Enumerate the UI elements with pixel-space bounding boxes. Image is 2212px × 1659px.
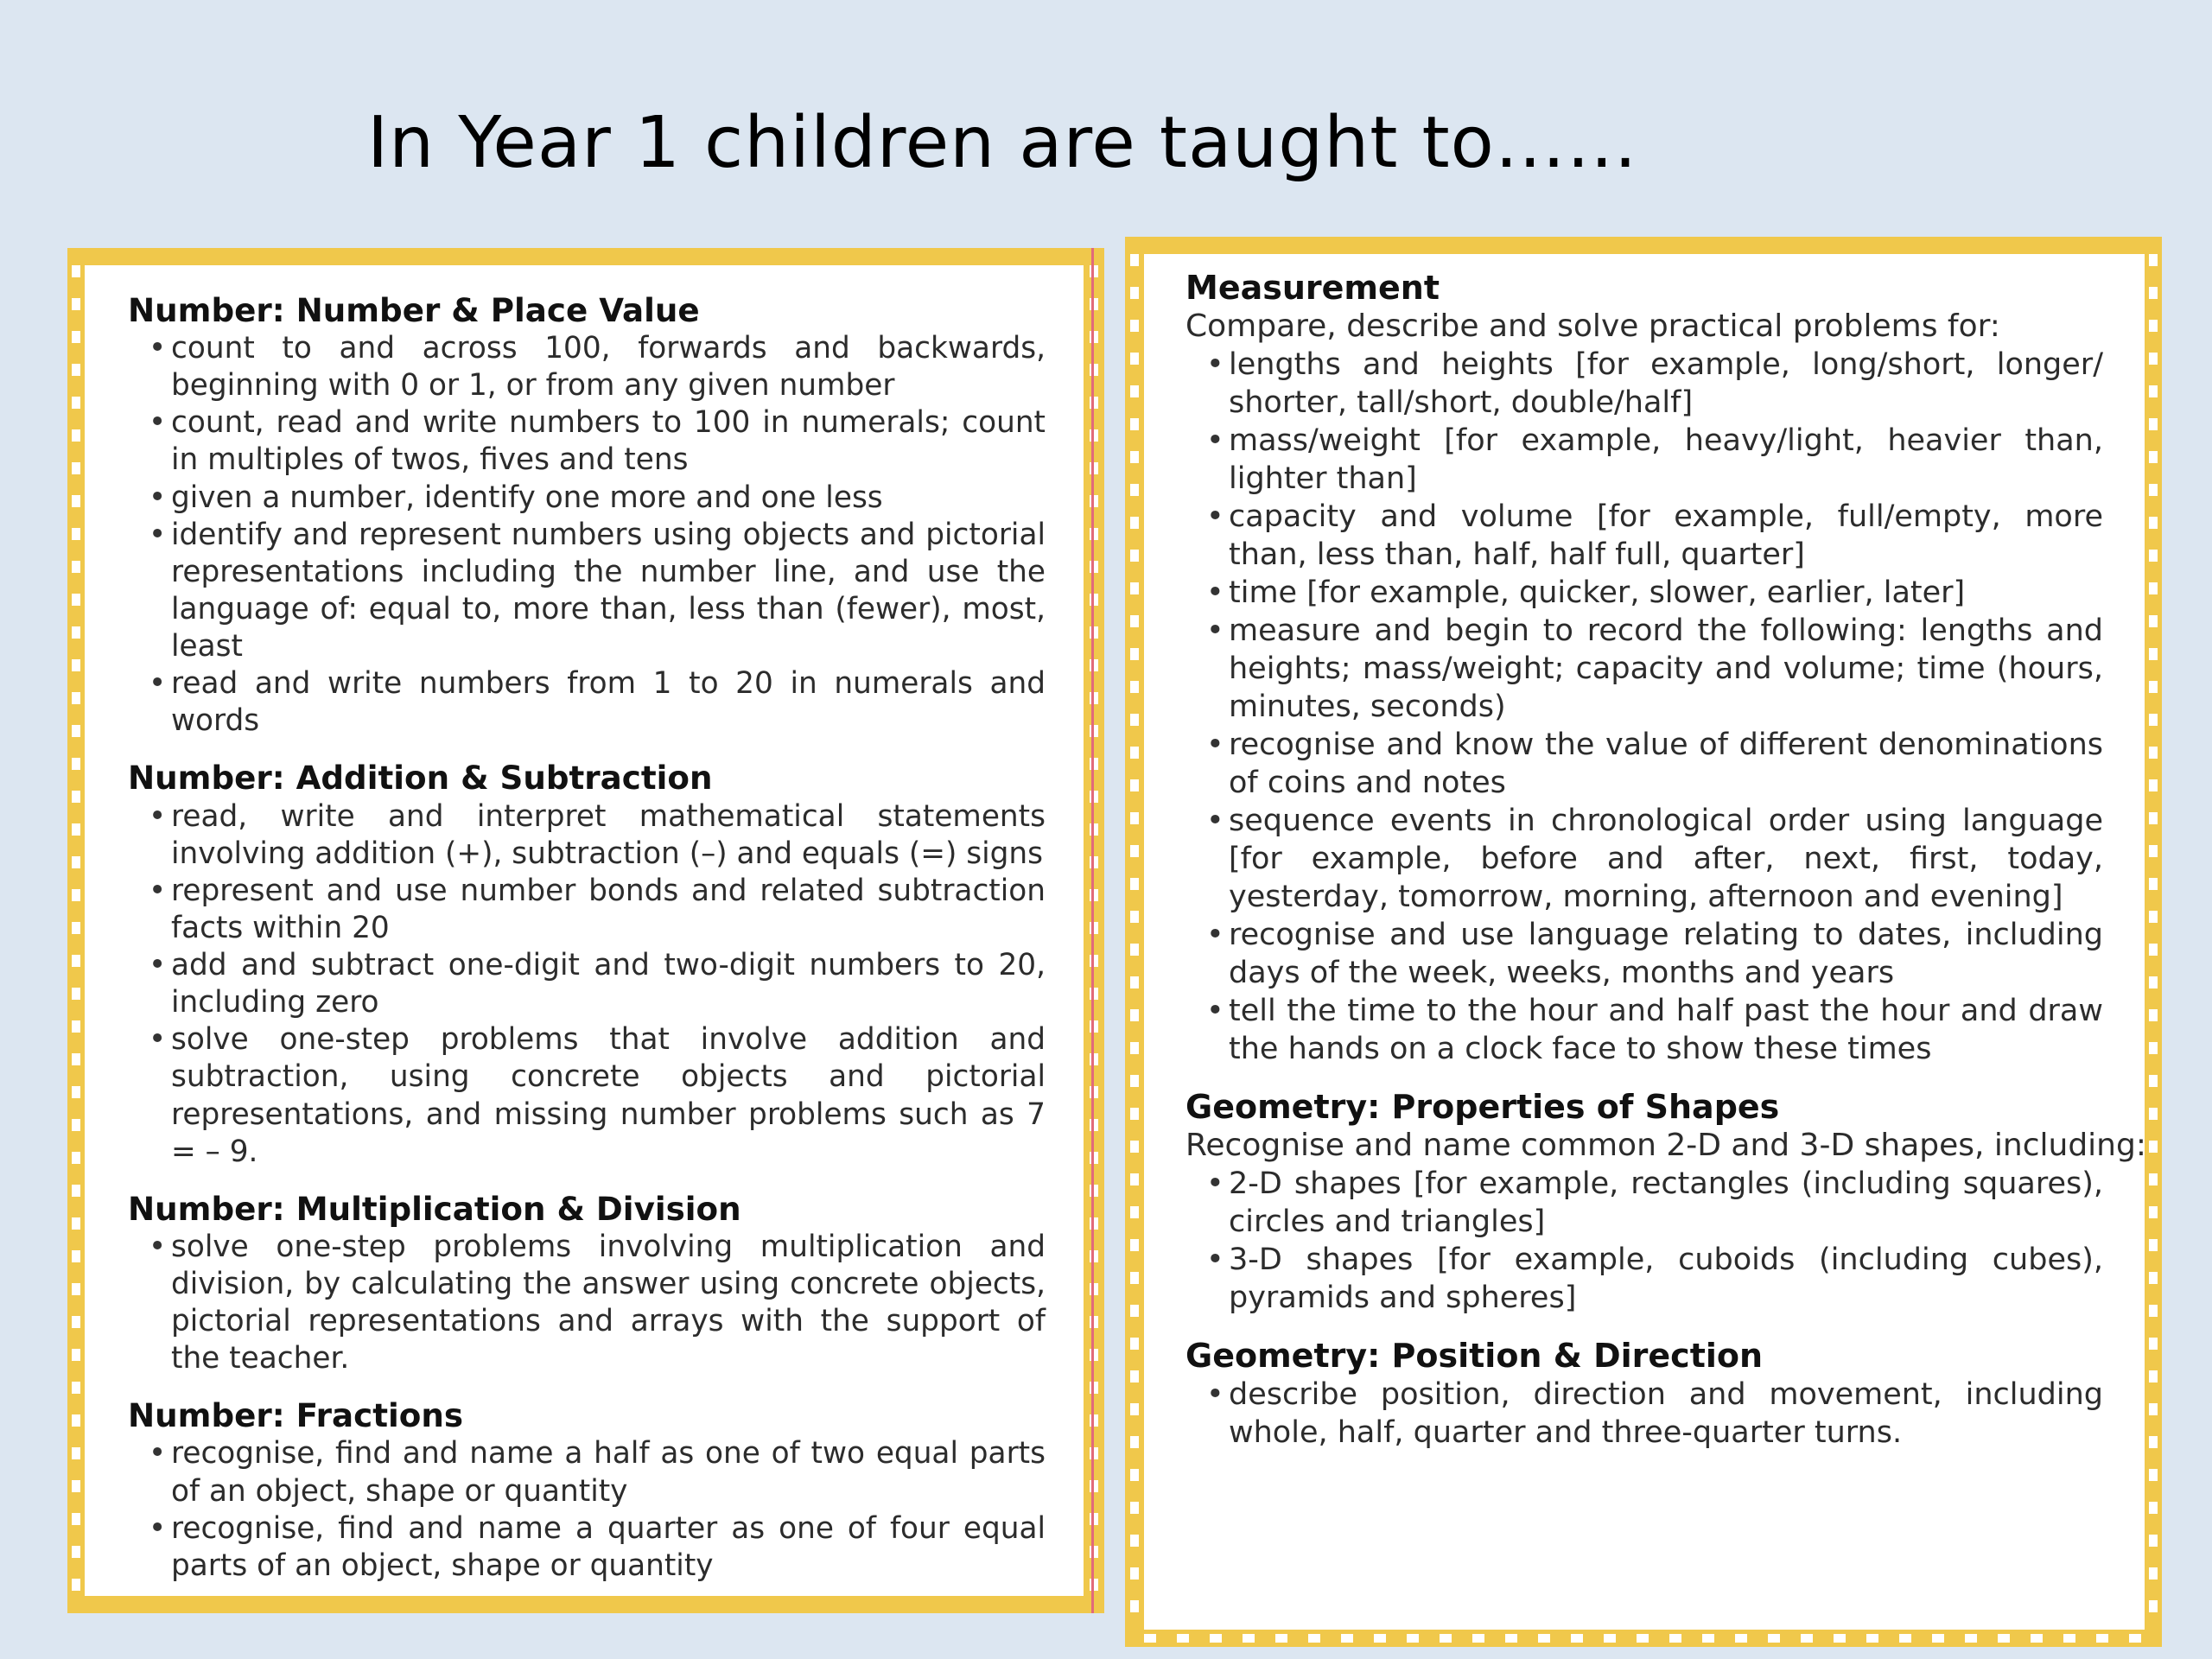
list-item: • describe position, direction and movement, including whole, half, quarter and three-quarter turns. [1185,1376,2103,1452]
page-title: In Year 1 children are taught to…… [367,102,1638,184]
curriculum-section [128,1396,1046,1585]
curriculum-section [128,291,1046,740]
right-curriculum-card [1125,237,2162,1647]
section-heading: Number: Number & Place Value [128,291,700,329]
card-border-dashes [72,265,80,1596]
section-intro: Recognise and name common 2-D and 3-D shapes, including: [1185,1128,2146,1163]
bullet-list [1185,1376,2103,1452]
bullet-list [128,1435,1046,1585]
curriculum-section [1185,1087,2146,1317]
list-item: • tell the time to the hour and half past the hour and draw the hands on a clock face to show these times [1185,992,2103,1068]
list-item: • solve one-step problems involving multiplication and division, by calculating the answer using concrete objects, pictorial representations and arrays with the support of the teacher. [128,1229,1046,1378]
card-border-dashes [1090,265,1098,1596]
bullet-list [128,798,1046,1171]
list-item: • represent and use number bonds and related subtraction facts within 20 [128,873,1046,947]
list-item: • count to and across 100, forwards and backwards, beginning with 0 or 1, or from any given number [128,330,1046,404]
section-heading: Number: Multiplication & Division [128,1189,741,1228]
right-card-body [1185,268,2146,1452]
list-item: • add and subtract one-digit and two-digit numbers to 20, including zero [128,947,1046,1021]
curriculum-section [128,1190,1046,1378]
section-heading: Measurement [1185,269,1440,307]
list-item: • mass/weight [for example, heavy/light, heavier than, lighter than] [1185,422,2103,498]
left-card-body [128,291,1046,1585]
bullet-list [128,1229,1046,1378]
list-item: • recognise, find and name a quarter as one of four equal parts of an object, shape or quantity [128,1510,1046,1585]
list-item: • read and write numbers from 1 to 20 in numerals and words [128,665,1046,740]
list-item: • 2-D shapes [for example, rectangles (including squares), circles and triangles] [1185,1165,2103,1241]
section-heading: Number: Fractions [128,1396,464,1435]
left-curriculum-card [67,248,1104,1613]
list-item: • recognise and use language relating to dates, including days of the week, weeks, months and years [1185,916,2103,992]
list-item: • read, write and interpret mathematical statements involving addition (+), subtraction (–) and equals (=) signs [128,798,1046,873]
section-intro: Compare, describe and solve practical problems for: [1185,308,2000,344]
list-item: • measure and begin to record the following: lengths and heights; mass/weight; capacity and volume; time (hours, minutes, seconds) [1185,612,2103,726]
list-item: • 3-D shapes [for example, cuboids (including cubes), pyramids and spheres] [1185,1241,2103,1317]
card-border-dashes [1144,1634,2145,1643]
card-border-dashes [2149,254,2158,1630]
section-heading: Geometry: Properties of Shapes [1185,1088,1780,1126]
curriculum-section [1185,1336,2103,1452]
list-item: • sequence events in chronological order using language [for example, before and after, next, first, today, yesterday, tomorrow, morning, afternoon and evening] [1185,802,2103,916]
curriculum-section [1185,268,2103,1068]
list-item: • recognise and know the value of different denominations of coins and notes [1185,726,2103,802]
section-heading: Number: Addition & Subtraction [128,759,713,798]
list-item: • recognise, find and name a half as one of two equal parts of an object, shape or quantity [128,1435,1046,1510]
list-item: • lengths and heights [for example, long/short, longer/ shorter, tall/short, double/half] [1185,346,2103,422]
bullet-list [128,330,1046,740]
card-border-dashes [1130,254,1139,1630]
bullet-list [1185,1165,2103,1317]
list-item: • capacity and volume [for example, full/empty, more than, less than, half, half full, quarter] [1185,498,2103,574]
list-item: • count, read and write numbers to 100 in numerals; count in multiples of twos, fives and tens [128,404,1046,479]
list-item: • identify and represent numbers using objects and pictorial representations including the number line, and use the language of: equal to, more than, less than (fewer), most, least [128,517,1046,666]
list-item: • time [for example, quicker, slower, earlier, later] [1185,574,2103,612]
list-item: • solve one-step problems that involve addition and subtraction, using concrete objects and pictorial representations, and missing number problems such as 7 = – 9. [128,1021,1046,1171]
curriculum-section [128,759,1046,1170]
section-heading: Geometry: Position & Direction [1185,1337,1764,1375]
bullet-list [1185,346,2103,1068]
list-item: • given a number, identify one more and one less [128,480,1046,517]
